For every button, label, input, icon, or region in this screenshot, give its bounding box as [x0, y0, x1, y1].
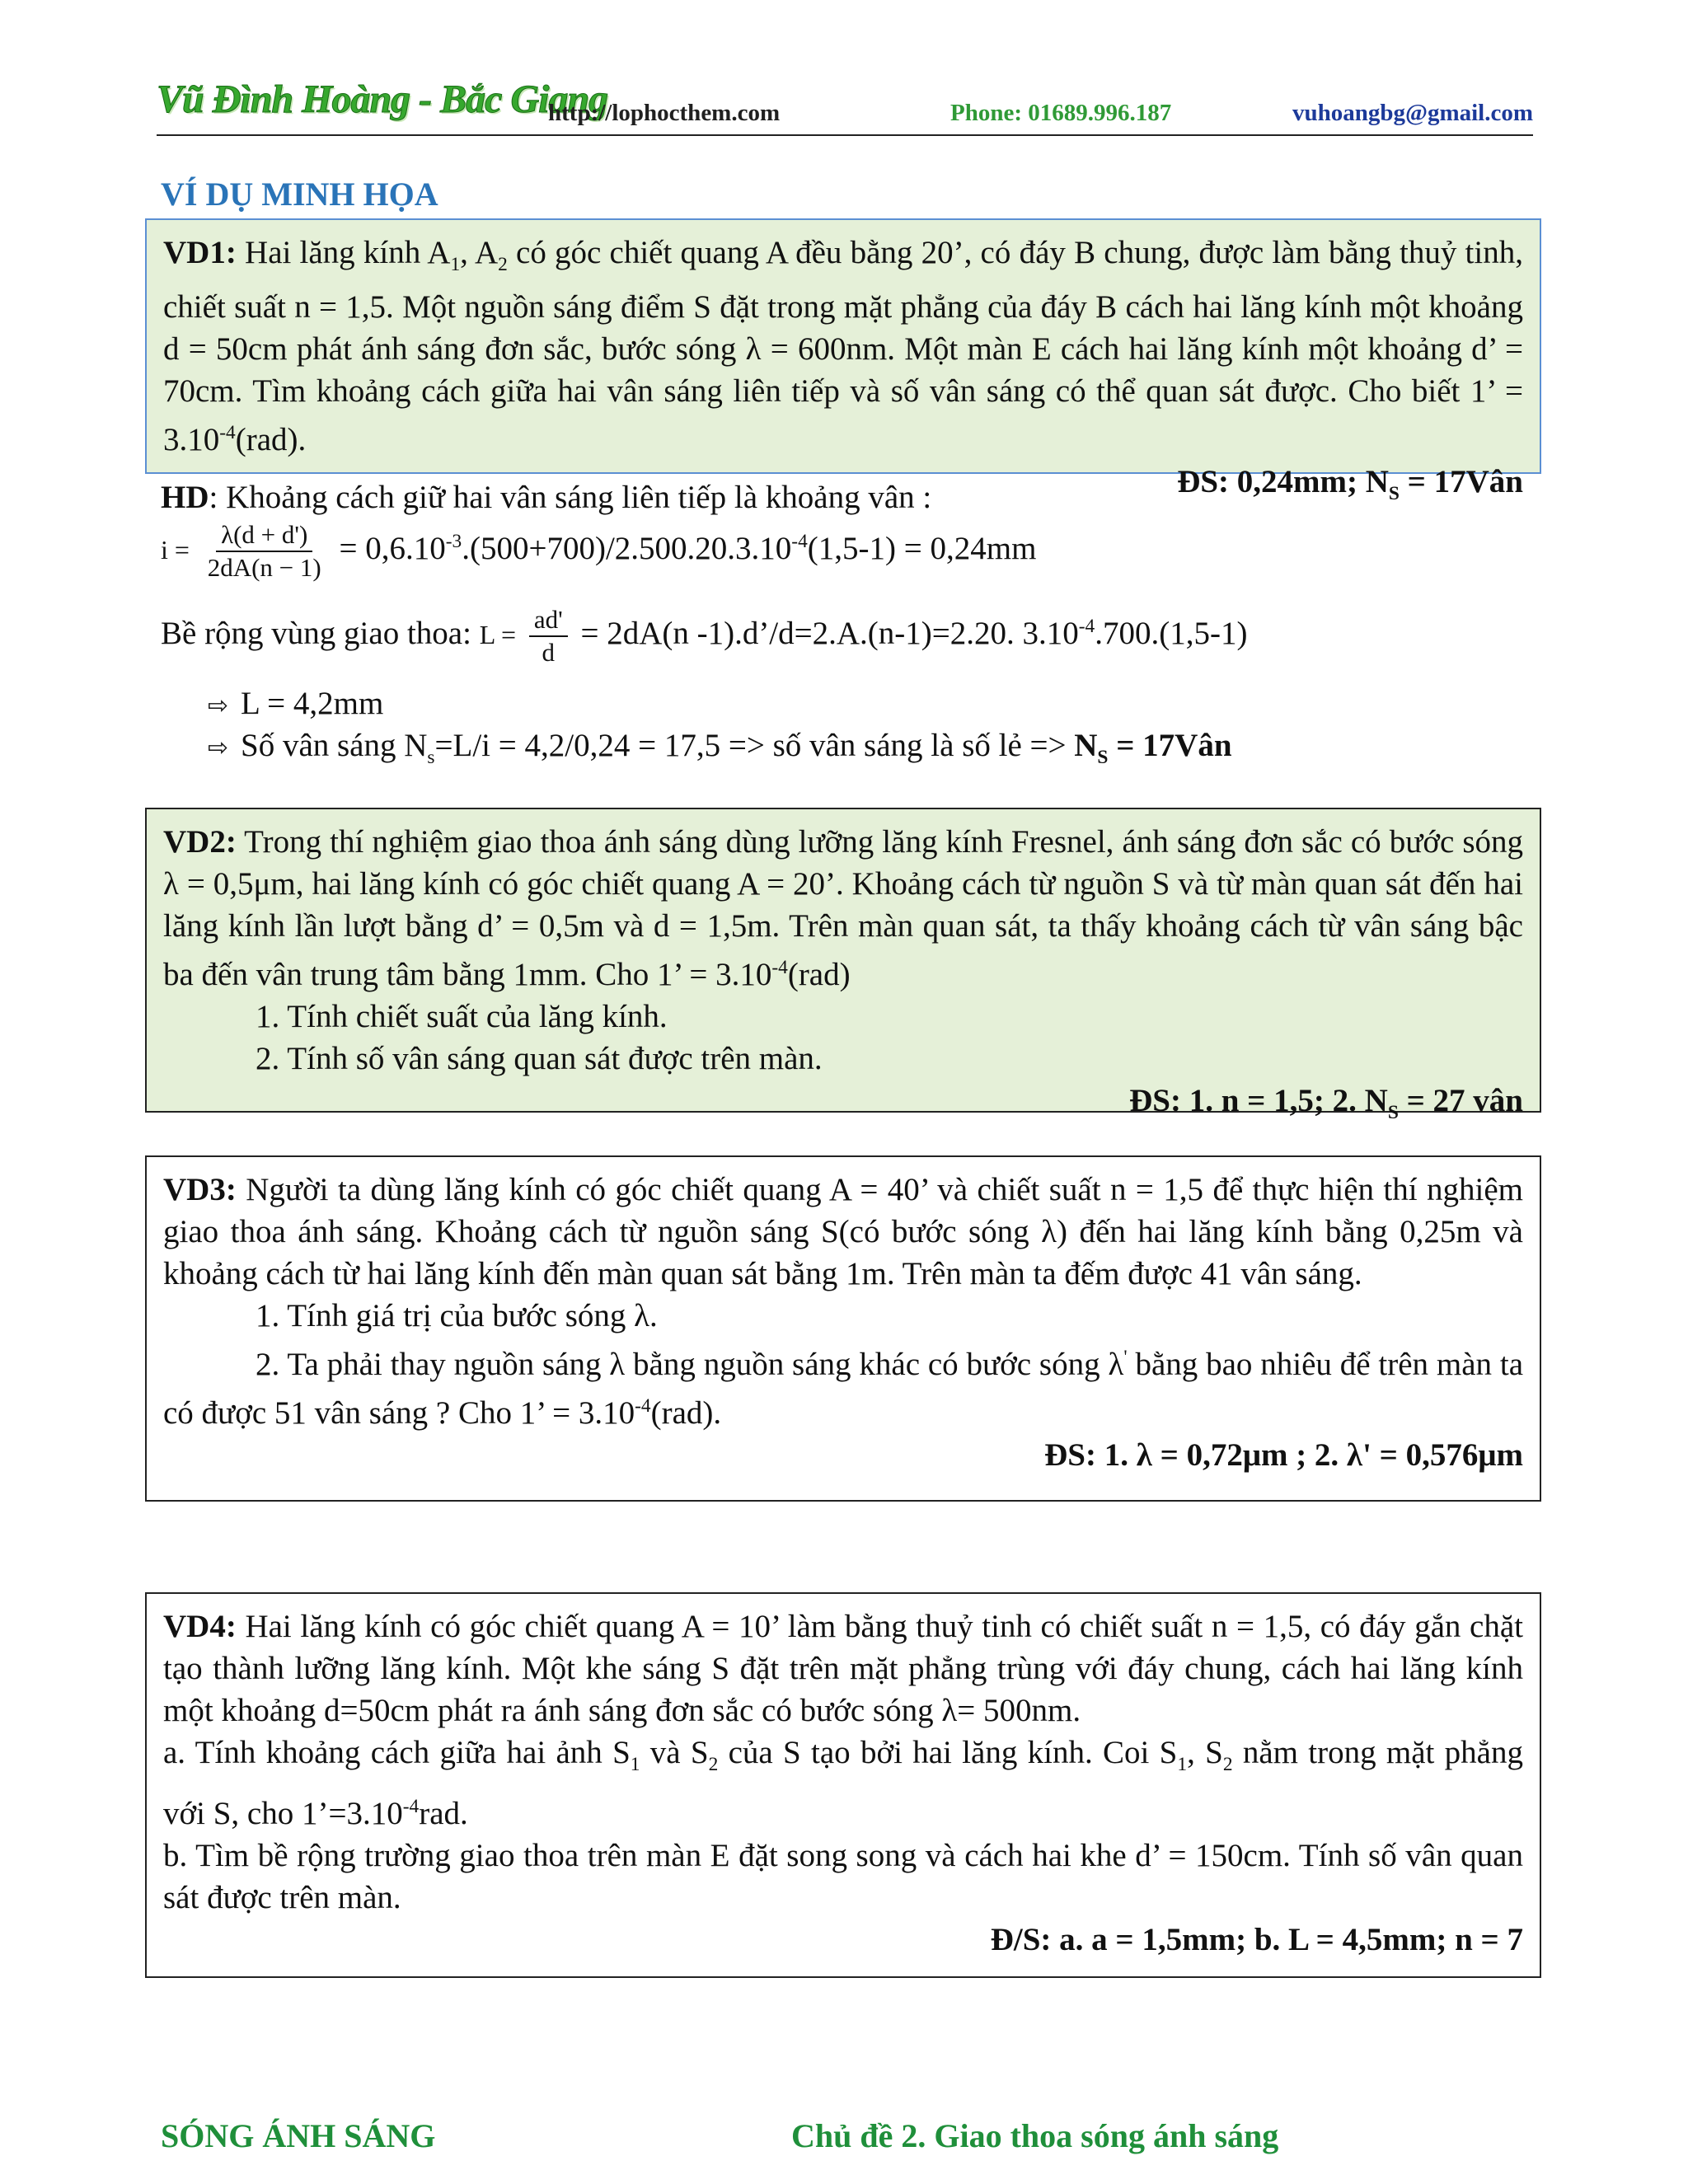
- example-4-part-b: b. Tìm bề rộng trường giao thoa trên màn E đặt song song và cách hai khe d’ = 150cm. Tính số vân quan sát được trên màn.: [163, 1837, 1523, 1915]
- footer-topic: Chủ đề 2. Giao thoa sóng ánh sáng: [791, 2117, 1279, 2154]
- footer-subject: SÓNG ÁNH SÁNG: [161, 2117, 436, 2154]
- example-4-part-a: a. Tính khoảng cách giữa hai ảnh $S_1$ và $S_2$ của S tạo bởi hai lăng kính. Coi $S_1$, $S_2$ nằm trong mặt phẳng với S, cho $1’=3.10^{-4}rad$.: [163, 1735, 1523, 1831]
- example-3-question-2: 2. Ta phải thay nguồn sáng λ bằng nguồn sáng khác có bước sóng λ' bằng bao nhiêu để trên màn ta có được 51 vân sáng ? Cho 1’ = $3.10^{-4}(rad)$.: [163, 1347, 1524, 1431]
- example-1-answer: ĐS: 0,24mm; $N_S$ = 17Vân: [1177, 463, 1523, 504]
- formula-field-width: Bề rộng vùng giao thoa: L = $\frac{ad'}{d}$ = 2dA(n -1).d’/d=2.A.(n-1)=2.20. $3.10^{-4}.700.(1,5-1)$: [161, 605, 1248, 667]
- example-1-label: VD1:: [163, 235, 237, 270]
- fraction-i: $\frac{\lambda(d + d')}{2dA(n - 1)}$: [207, 520, 321, 582]
- header-phone: Phone: 01689.996.187: [950, 100, 1172, 126]
- header-website[interactable]: http://lophocthem.com: [548, 100, 781, 126]
- example-3-answer: ĐS: 1. λ = 0,72μm ; 2. λ' = 0,576μm: [1044, 1437, 1523, 1473]
- example-4-text: VD4: Hai lăng kính có góc chiết quang A = 10’ làm bằng thuỷ tinh có chiết suất n = 1,5, có đáy gắn chặt tạo thành lưỡng lăng kính. Một khe sáng S đặt trên mặt phẳng trùng với đáy chung, cách hai lăng kính một khoảng d=50cm phát ra ánh sáng đơn sắc có bước sóng λ= 500nm.: [163, 1609, 1523, 1728]
- page-header: [157, 70, 1533, 136]
- example-4-box: [145, 1592, 1541, 1978]
- example-4-answer: Đ/S: a. a = 1,5mm; b. L = 4,5mm; n = 7: [990, 1921, 1523, 1957]
- formula-fringe-spacing: i = $\frac{\lambda(d + d')}{2dA(n - 1)}$ = $0,6.10^{-3}.(500+700)/2.500.20.3.10^{-4}(1,5-1) = 0,24mm$: [161, 520, 1037, 582]
- example-3-label: VD3:: [163, 1172, 237, 1207]
- example-3-box: [145, 1155, 1541, 1502]
- example-2-label: VD2:: [163, 824, 237, 860]
- example-2-box: [145, 808, 1541, 1123]
- example-2-question-1: 1. Tính chiết suất của lăng kính.: [256, 999, 668, 1034]
- fraction-L: $\frac{ad'}{d}$: [529, 604, 568, 668]
- example-4-label: VD4:: [163, 1609, 237, 1644]
- header-email[interactable]: vuhoangbg@gmail.com: [1292, 100, 1533, 126]
- solution-intro: HD: Khoảng cách giữ hai vân sáng liên tiếp là khoảng vân :: [161, 480, 932, 515]
- example-1-text: VD1: Hai lăng kính $A_1$, $A_2$ có góc chiết quang A đều bằng 20’, có đáy B chung, được làm bằng thuỷ tinh, chiết suất n = 1,5. Một nguồn sáng điểm S đặt trong mặt phẳng của đáy B cách hai lăng kính một khoảng d = 50cm phát ánh sáng đơn sắc, bước sóng λ = 600nm. Một màn E cách hai lăng kính một khoảng d’ = 70cm. Tìm khoảng cách giữa hai vân sáng liên tiếp và số vân sáng có thể quan sát được. Cho biết 1’ = $3.10^{-4}(rad)$.: [163, 235, 1523, 457]
- solution-bullet-2: ⇨ Số vân sáng $N_s=L/i = 4,2/0,24 = 17,5$ => số vân sáng là số lẻ => $N_S$ = 17Vân: [208, 728, 1232, 768]
- solution-bullet-1: ⇨ L = 4,2mm: [208, 682, 383, 727]
- example-2-question-2: 2. Tính số vân sáng quan sát được trên màn.: [256, 1041, 823, 1076]
- example-2-text: VD2: Trong thí nghiệm giao thoa ánh sáng dùng lưỡng lăng kính Fresnel, ánh sáng đơn sắc có bước sóng λ = 0,5μm, hai lăng kính có góc chiết quang A = 20’. Khoảng cách từ nguồn S và từ màn quan sát đến hai lăng kính lần lượt bằng d’ = 0,5m và d = 1,5m. Trên màn quan sát, ta thấy khoảng cách từ vân sáng bậc ba đến vân trung tâm bằng 1mm. Cho 1’ = $3.10^{-4}(rad)$: [163, 824, 1523, 992]
- example-3-question-1: 1. Tính giá trị của bước sóng λ.: [256, 1298, 658, 1333]
- author-logo: Vũ Đình Hoàng - Bắc Giang: [157, 77, 608, 121]
- arrow-right-icon: ⇨: [208, 691, 229, 720]
- example-3-text: VD3: Người ta dùng lăng kính có góc chiết quang A = 40’ và chiết suất n = 1,5 để thực hiện thí nghiệm giao thoa ánh sáng. Khoảng cách từ nguồn sáng S(có bước sóng λ) đến hai lăng kính bằng 0,25m và khoảng cách từ hai lăng kính đến màn quan sát bằng 1m. Trên màn ta đếm được 41 vân sáng.: [163, 1172, 1523, 1291]
- example-2-answer: ĐS: 1. n = 1,5; 2. $N_S = 27$ vân: [1129, 1083, 1523, 1123]
- section-title: VÍ DỤ MINH HỌA: [161, 176, 438, 213]
- arrow-right-icon: ⇨: [208, 733, 229, 762]
